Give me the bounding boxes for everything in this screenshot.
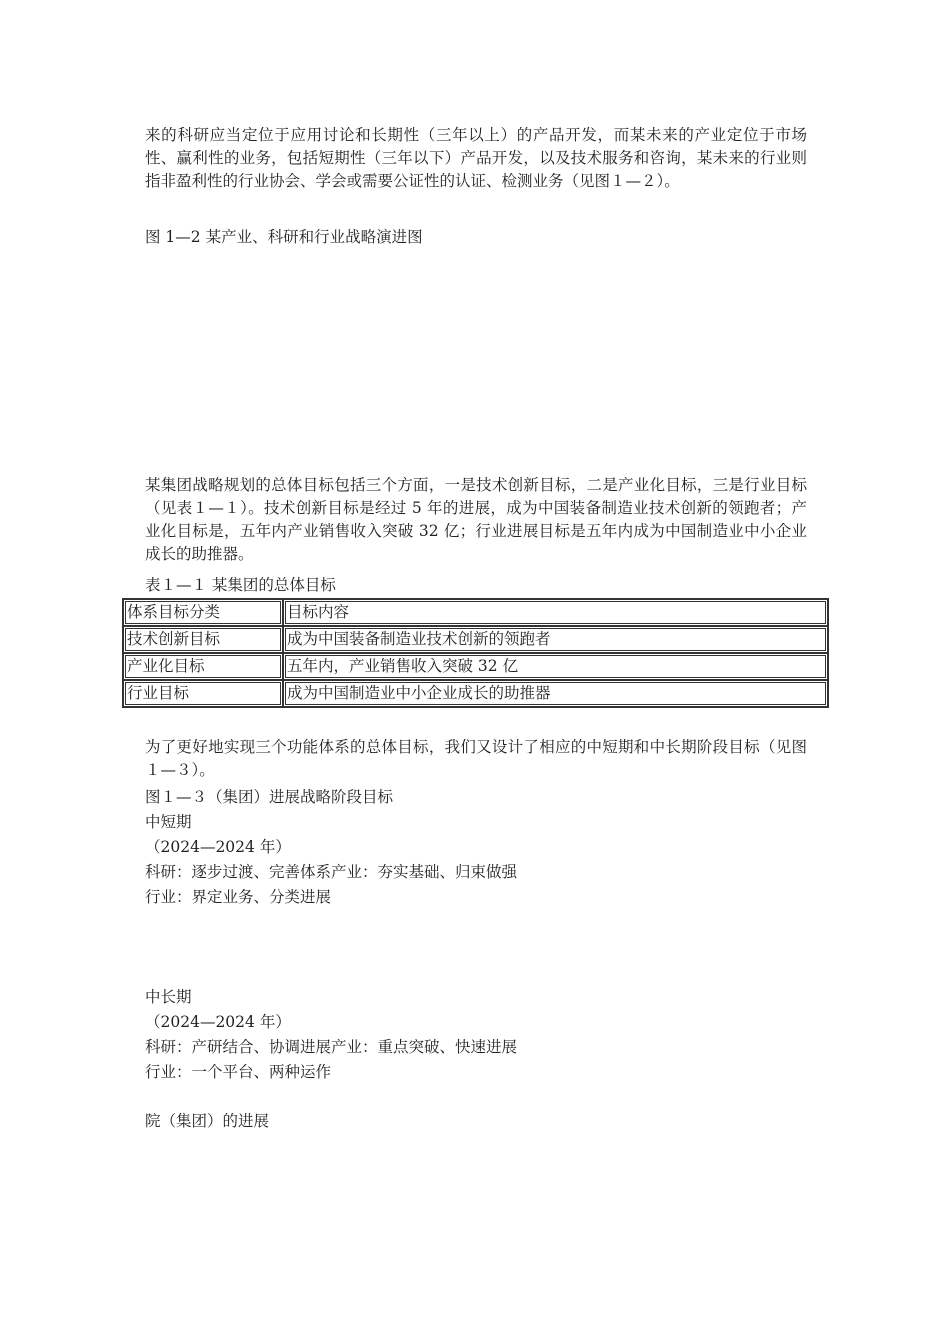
table-cell: 成为中国装备制造业技术创新的领跑者 (283, 626, 828, 653)
table-header-cell: 体系目标分类 (123, 599, 283, 626)
mid-long-term-period: （2024—2024 年） (145, 1013, 291, 1031)
table-cell: 行业目标 (123, 680, 283, 707)
table-cell: 成为中国制造业中小企业成长的助推器 (283, 680, 828, 707)
figure-1-3-caption: 图１—３（集团）进展战略阶段目标 (145, 788, 394, 806)
stage-goals-paragraph: 为了更好地实现三个功能体系的总体目标，我们又设计了相应的中短期和中长期阶段目标（见图１—３）。 (145, 738, 807, 779)
table-row (123, 626, 828, 653)
table-row (123, 653, 828, 680)
overall-goals-table (122, 598, 829, 708)
table-cell: 技术创新目标 (123, 626, 283, 653)
table-row (123, 680, 828, 707)
short-mid-term-research: 科研：逐步过渡、完善体系产业：夯实基础、归束做强 (145, 863, 518, 881)
short-mid-term-period: （2024—2024 年） (145, 838, 291, 856)
short-mid-term-industry: 行业：界定业务、分类进展 (145, 888, 332, 906)
intro-paragraph: 来的科研应当定位于应用讨论和长期性（三年以上）的产品开发，而某未来的产业定位于市场性、赢利性的业务，包括短期性（三年以下）产品开发，以及技术服务和咨询，某未来的行业则指非盈利性的行业协会、学会或需要公证性的认证、检测业务（见图１—２）。 (145, 126, 807, 190)
mid-long-term-research: 科研：产研结合、协调进展产业：重点突破、快速进展 (145, 1038, 518, 1056)
table-cell: 产业化目标 (123, 653, 283, 680)
table-cell: 五年内，产业销售收入突破 32 亿 (283, 653, 828, 680)
mid-long-term-industry: 行业：一个平台、两种运作 (145, 1063, 332, 1081)
table-1-1-caption: 表１—１ 某集团的总体目标 (145, 576, 336, 594)
figure-1-2-caption: 图 1—2 某产业、科研和行业战略演进图 (145, 228, 423, 246)
table-header-cell: 目标内容 (283, 599, 828, 626)
short-mid-term-title: 中短期 (145, 813, 192, 831)
mid-long-term-title: 中长期 (145, 988, 192, 1006)
group-development-line: 院（集团）的进展 (145, 1112, 270, 1130)
overall-goals-paragraph: 某集团战略规划的总体目标包括三个方面，一是技术创新目标，二是产业化目标，三是行业目标（见表１—１）。技术创新目标是经过 5 年的进展，成为中国装备制造业技术创新的领跑者；产业化目标是，五年内产业销售收入突破 32 亿；行业进展目标是五年内成为中国制造业中小企业成长的助推器。 (145, 476, 807, 563)
table-header-row (123, 599, 828, 626)
